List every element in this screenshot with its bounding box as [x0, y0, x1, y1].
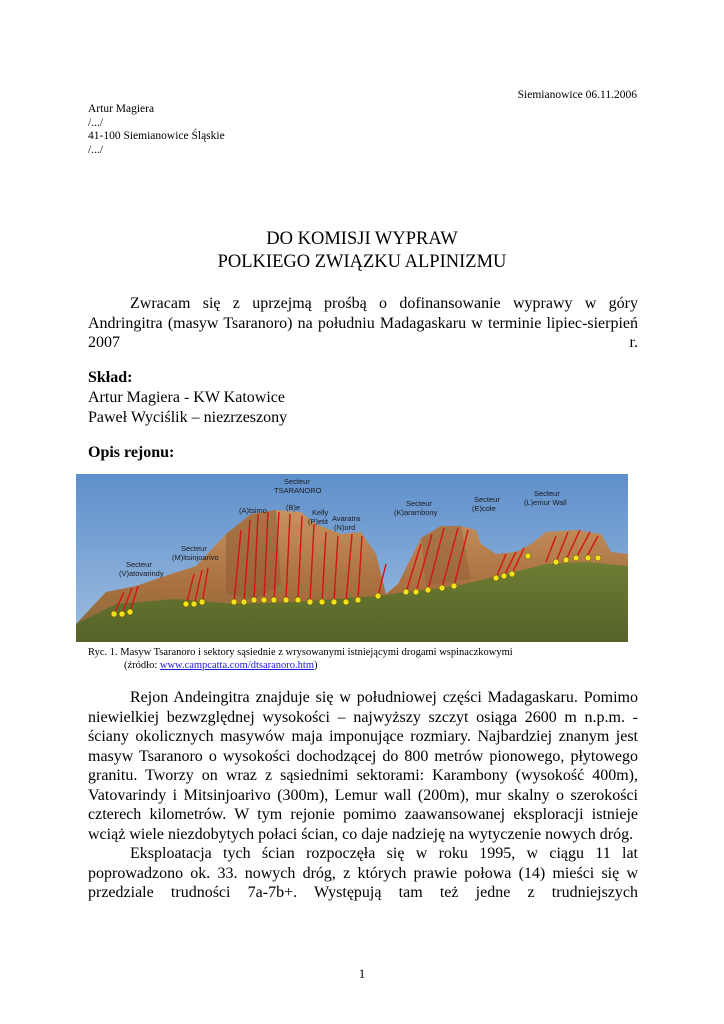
figure-caption [88, 646, 648, 672]
sector-label-name: (B)e [286, 503, 301, 512]
sector-label-name: (L)emur Wall [524, 498, 567, 507]
sector-label-name: (E)cole [472, 504, 496, 513]
sector-label-name: (N)ord [334, 523, 356, 532]
sector-label-prefix: Secteur [406, 499, 432, 508]
sector-label-prefix: Secteur [181, 544, 207, 553]
region-heading: Opis rejonu: [88, 444, 175, 461]
sector-label-prefix: Secteur [474, 495, 500, 504]
page-number: 1 [358, 966, 366, 981]
title-line-1: DO KOMISJI WYPRAW [266, 229, 458, 249]
team-heading: Skład: [88, 369, 133, 386]
sector-label-prefix: Secteur [284, 477, 310, 486]
team-member: Artur Magiera - KW Katowice [88, 389, 285, 406]
title-line-2: POLKIEGO ZWIĄZKU ALPINIZMU [217, 252, 507, 272]
request-paragraph: Zwracam się z uprzejmą prośbą o dofinansowanie wyprawy w góry Andringitra (masyw Tsaranoro) na południu Madagaskaru w terminie lipiec-sierpień 2007 r. [88, 295, 638, 351]
body-paragraph-history: Eksploatacja tych ścian rozpoczęła się w roku 1995, w ciągu 11 lat poprowadzono ok. 33. nowych dróg, z których prawie połowa (14) mieści się w przedziale trudności 7a-7b+. Występują tam też jedne z trudniejszych [88, 845, 638, 901]
sender-line-2: /.../ [88, 116, 104, 129]
request-paragraph-block [88, 294, 638, 353]
caption-source-prefix: (źródło: [124, 660, 160, 671]
body-paragraph-region: Rejon Andeingitra znajduje się w południowej części Madagaskaru. Pomimo niewielkiej bezwzględnej wysokości – najwyższy szczyt osiąga 2600 m n.p.m. - ściany okolicznych masywów maja imponujące rozmiary. Najbardziej znanym jest masyw Tsaranoro o wysokości dochodzącej do 800 metrów pionowego, płytowego granitu. Tworzy on wraz z sąsiednimi sektorami: Karambony (wysokość 400m), Vatovarindy i Mitsinjoarivo (300m), Lemur wall (200m), mur skalny o szerokości czterech kilometrów. W tym rejonie pomimo zaawansowanej eksploracji istnieje wciąż wiele niezdobytych połaci ścian, co daje nadzieję na wytyczenie nowych dróg. [88, 689, 638, 843]
sender-city: 41-100 Siemianowice Śląskie [88, 130, 225, 142]
sector-label-name: (V)atovarindy [119, 569, 164, 578]
document-date: Siemianowice 06.11.2006 [517, 89, 637, 101]
document-title [0, 228, 724, 274]
source-link[interactable]: www.campcatta.com/dtsaranoro.htm [159, 660, 315, 671]
sector-label-name: (M)itsinjoarivo [172, 553, 219, 562]
body-text [88, 688, 638, 903]
caption-source-suffix: ) [314, 660, 318, 671]
sender-line-4: /.../ [88, 143, 104, 156]
sector-label-prefix: Secteur [534, 489, 560, 498]
sector-label-prefix: Avaratra [332, 514, 361, 523]
sector-label-name: (A)tsimo [239, 506, 267, 515]
sender-name: Artur Magiera [88, 103, 155, 115]
sector-label-prefix: Kelly [312, 508, 329, 517]
sector-label-name: TSARANORO [274, 486, 322, 495]
sender-address [88, 102, 225, 156]
caption-source [88, 659, 648, 672]
tsaranoro-massif-photo [76, 474, 628, 642]
team-member: Paweł Wyciślik – niezrzeszony [88, 409, 288, 426]
caption-text: Ryc. 1. Masyw Tsaranoro i sektory sąsiednie z wrysowanymi istniejącymi drogami wspinaczkowymi [88, 647, 513, 658]
sector-label-name: (P)etit [308, 517, 329, 526]
sector-label-prefix: Secteur [126, 560, 152, 569]
sector-label-name: (K)arambony [394, 508, 438, 517]
